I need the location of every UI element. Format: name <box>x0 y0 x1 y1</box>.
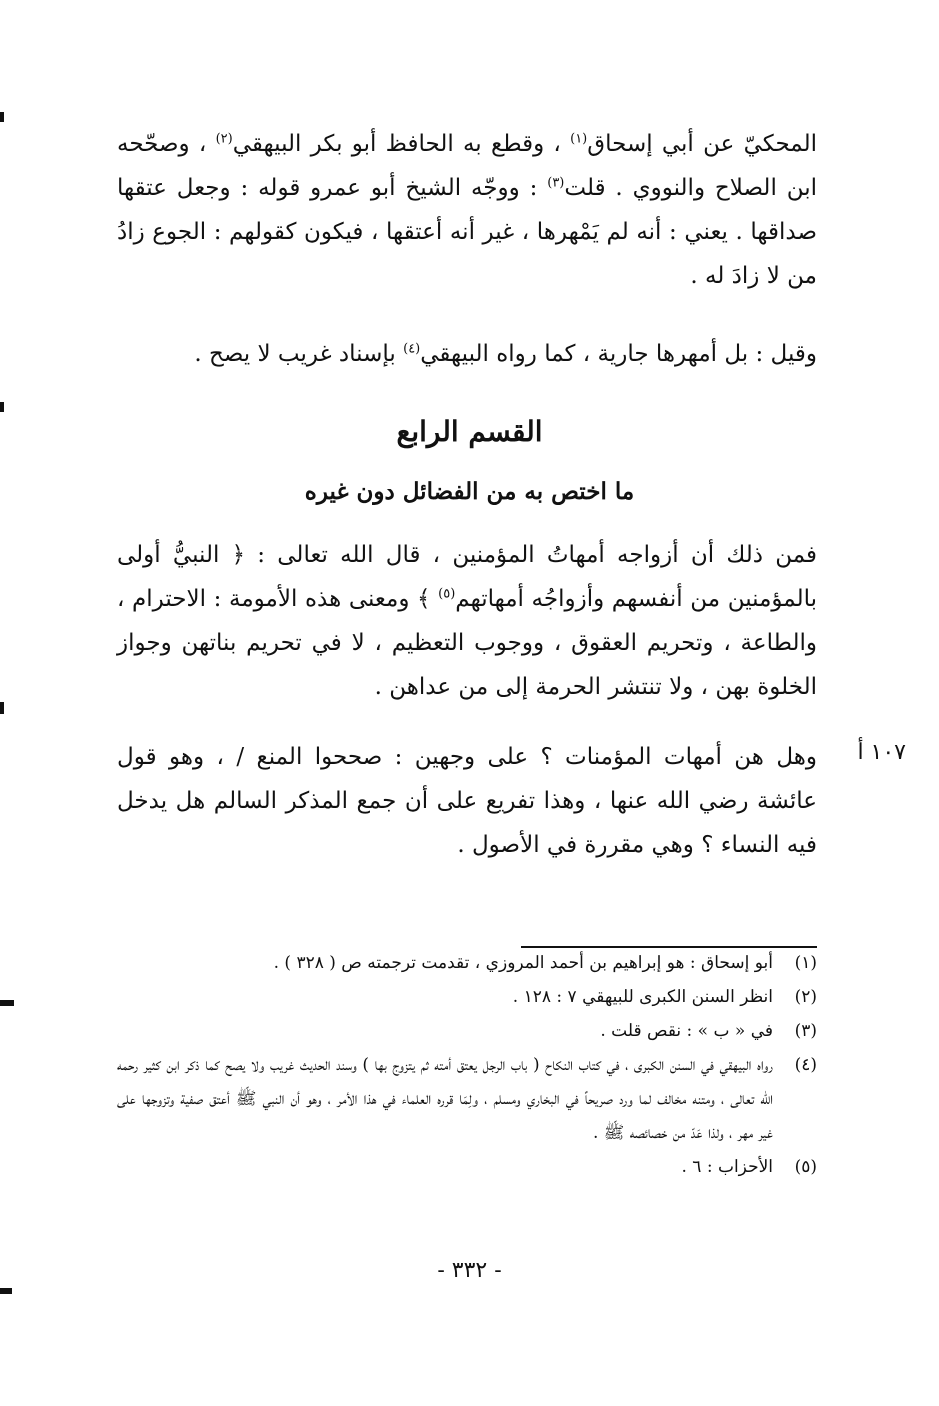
paragraph-text: فمن ذلك أن أزواجه أمهاتُ المؤمنين ، قال الله تعالى : ﴿ النبيُّ أولى بالمؤمنين من أنفسهم وأزواجُه أمهاتهم <box>117 542 817 612</box>
footnote-text: الأحزاب : ٦ . <box>681 1157 773 1177</box>
paragraph-text: بإسناد غريب لا يصح . <box>194 341 404 367</box>
footnote-number: (٤) <box>794 1055 817 1075</box>
section-title: القسم الرابع <box>396 415 543 448</box>
footnote-item <box>117 1150 817 1184</box>
manuscript-folio-marker: ١٠٧ أ <box>857 740 906 765</box>
footnote-number: (٣) <box>794 1021 817 1041</box>
footnote-marker[interactable]: (٣) <box>547 175 565 191</box>
footnote-text: أبو إسحاق : هو إبراهيم بن أحمد المروزي ، تقدمت ترجمته ص ( ٣٢٨ ) . <box>273 953 773 973</box>
paragraph-text: ، وقطع به الحافظ أبو بكر البيهقي <box>232 131 571 157</box>
footnote-text: رواه البيهقي في السنن الكبرى ، في كتاب النكاح ( باب الرجل يعتق أمته ثم يتزوج بها ) وسند الحديث غريب ولا يصح كما ذكر ابن كثير رحمه الله تعالى ، ومتنه مخالف لما ورد صريحاً في البخاري ومسلم ، ولِمَا قرره العلماء في هذا الأمر ، وهو أن النبي ﷺ أعتق صفية وتزوجها على غير مهر ، ولذا عَدّ من خصائصه ﷺ . <box>117 1055 773 1143</box>
scan-edge-mark <box>0 112 4 122</box>
paragraph-text: ﴾ ومعنى هذه الأمومة : الاحترام ، والطاعة ، وتحريم العقوق ، ووجوب التعظيم ، لا في تحريم بناتهن وجواز الخلوة بهن ، ولا تنتشر الحرمة إلى من عداهن . <box>117 586 817 700</box>
paragraph-3 <box>117 533 817 709</box>
footnote-text: انظر السنن الكبرى للبيهقي ٧ : ١٢٨ . <box>512 987 773 1007</box>
footnote-marker[interactable]: (٤) <box>403 341 421 357</box>
footnotes-list <box>117 946 817 1184</box>
footnote-item <box>117 1048 817 1150</box>
scan-edge-mark <box>0 1000 14 1006</box>
footnote-marker[interactable]: (٢) <box>215 131 233 147</box>
paragraph-2 <box>117 332 817 376</box>
paragraph-text: المحكيّ عن أبي إسحاق <box>587 131 817 157</box>
footnote-item <box>117 1014 817 1048</box>
paragraph-1 <box>117 122 817 298</box>
scan-edge-mark <box>0 1288 12 1294</box>
footnote-item <box>117 946 817 980</box>
footnote-number: (٢) <box>794 987 817 1007</box>
paragraph-text: ، وصحّحه ابن الصلاح والنووي . قلت <box>117 131 817 201</box>
scan-edge-mark <box>0 402 4 412</box>
footnote-marker[interactable]: (١) <box>570 131 588 147</box>
footnote-item <box>117 980 817 1014</box>
paragraph-text: : ووجّه الشيخ أبو عمرو قوله : وجعل عتقها صداقها . يعني : أنه لم يَمْهرها ، غير أنه أعتقها ، فيكون كقولهم : الجوع زادُ من لا زادَ له . <box>117 175 817 289</box>
footnote-text: في « ب » : نقص قلت . <box>600 1021 773 1041</box>
footnote-number: (١) <box>794 953 817 973</box>
section-subtitle: ما اختص به من الفضائل دون غيره <box>304 478 635 505</box>
footnote-number: (٥) <box>794 1157 817 1177</box>
paragraph-text: وقيل : بل أمهرها جارية ، كما رواه البيهقي <box>420 341 817 367</box>
paragraph-4: وهل هن أمهات المؤمنات ؟ على وجهين : صححوا المنع / ، وهو قول عائشة رضي الله عنها ، وهذا تفريع على أن جمع المذكر السالم هل يدخل فيه النساء ؟ وهي مقررة في الأصول . <box>117 744 817 858</box>
page-number: - ٣٣٢ - <box>437 1258 502 1283</box>
scan-edge-mark <box>0 702 4 714</box>
footnote-marker[interactable]: (٥) <box>438 586 456 602</box>
